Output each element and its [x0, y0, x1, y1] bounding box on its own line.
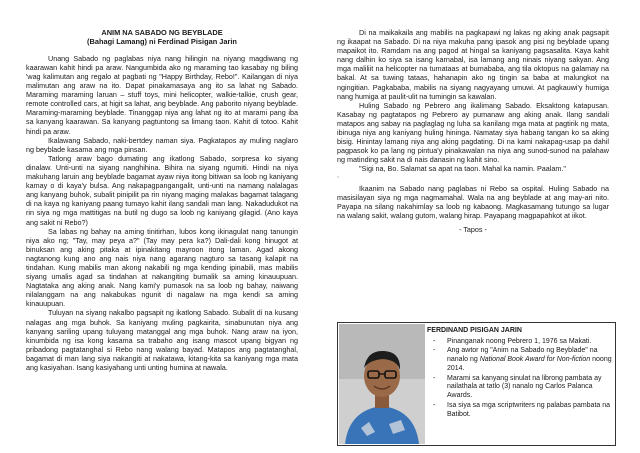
- paragraph: Huling Sabado ng Pebrero ang ikalimang Sabado. Eksaktong katapusan. Kasabay ng pagtatapos ng Pebrero ay pumanaw ang aking anak. Ilang sandali matapos ang sabay na paglaglag ng luha sa kanilang mga mata at pagtirik ng mata, ibinuga niya ang kaniyang huling hininga. Namatay siya habang tangan ko sa aking bisig. Hinintay lamang niya ang aking pagdating. Di na kami nakapag-usap pa dahil pagpasok ko pa lang ng pintua'y pinakawalan na niya ang sunod-sunod na palahaw ng matinding sakit na di nais danasin ng kahit sino.: [337, 100, 609, 165]
- section-mark: `: [337, 176, 340, 184]
- story-ending: - Tapos -: [459, 224, 487, 234]
- paragraph: Ikaanim na Sabado nang paglabas ni Rebo sa ospital. Huling Sabado na masisilayan siya ng mga nagmamahal. Wala na ang beyblade at ang may-ari nito. Payapa na silang nakahimlay sa loob ng kabaong. Magkasamang tutungo sa lugar na walang sakit, walang gutom, walang hirap. Payapang magpapahkot at iikot.: [337, 183, 609, 220]
- bio-item: - Pinanganak noong Pebrero 1, 1976 sa Makati.: [427, 338, 613, 347]
- bio-item: - Ang awtor ng "Anim na Sabado ng Beyblade" na nanalo ng National Book Award for Non-fiction noong 2014.: [427, 347, 613, 374]
- author-name: FERDINAND PISIGAN JARIN: [427, 327, 522, 334]
- author-photo: [339, 324, 425, 444]
- award-name: National Book Award for Non-fiction: [479, 356, 591, 364]
- author-bio-text: [427, 327, 613, 420]
- quote-paragraph: "Sigi na, Bo. Salamat sa apat na taon. Mahal ka namin. Paalam.": [359, 164, 566, 174]
- paragraph: Sa labas ng bahay na aming tinitirhan, lubos kong ikinagulat nang tanungin niya ako ng; "Tay, may peya a?" (Tay may pera ka?) Dali-dali kong hinugot at binuksan ang aking pitaka at ipinakitang mayroon itong laman. Agad akong nagtanong kung ano ang nais niya nang agarang nagturo sa tasang kalapit na tindahan. Kung mabilis man akong nakabili ng mga kending ipinabili, mas mabilis siyang umalis agad sa tindahan at nakangiting bumalik sa aming kinauupuan. Nagtataka ang aking anak. Nang kami'y pumasok na sa loob ng bahay, naiwang nilalanggam na ang nakabukas ngunit di nagalaw na mga kendi sa aming kinauupuan.: [26, 226, 298, 309]
- author-bio-box: [337, 322, 616, 446]
- paragraph: Unang Sabado ng paglabas niya nang hilingin na niyang magdiwang ng kaarawan kahit hindi pa araw. Nangumbida ako ng maraming tao kasabay ng biling 'wag kalimutan ang regalo at pagbati ng "Happy Birthday, Rebo!". Kailangan di niya malimutan ang araw na ito. Dapat pinakamasaya ang ito sa lahat ng Sabado. Maraming maraming laruan – stuff toys, mini helicopter, walkie-talkie, crush gear, remote controlled cars, at higit sa lahat, ang beyblade. Ang paborito niyang beyblade. Maraming-maraming beyblade. Tinanggap niya ang lahat ng ito at marami pang iba sa kanyang kaarawan. Sa kanyang pagtuntong sa limang taon. Kahit di totoo. Kahit hindi pa araw.: [26, 53, 298, 136]
- paragraph: Tatlong araw bago dumating ang ikatlong Sabado, sorpresa ko siyang dinalaw. Unti-unti na siyang nanghihina. Bihira na siyang ngumiti. Hindi na niya makuhang laruin ang beyblade bagamat ayaw niya itong bitiwan sa loob ng kaniyang kamay o di kaya'y bulsa. Ang nakapagpangangalit, unti-unti na namang nalalagas ang kanyang buhok, subalit pinipilit pa rin niyang maging malakas bagamat talagang di na kaya ng kaniyang paang tumayo kahit ilang sandali man lang. Nakadudukot na rin siya ng mga mattitigas na butil ng dugo sa loob ng kaniyang gilagid. (Ano kaya ang sakit ni Rebo?): [26, 153, 298, 227]
- bio-item: - Marami sa kanyang sinulat na librong pambata ay nailathala at tatlo (3) nanalo ng Carlos Palanca Awards.: [427, 375, 613, 402]
- author-bio-list: [427, 338, 613, 420]
- story-title: ANIM NA SABADO NG BEYBLADE: [101, 28, 223, 37]
- bio-item: - Isa siya sa mga scriptwriters ng palabas pambata na Batibot.: [427, 402, 613, 420]
- paragraph: Di na maikakaila ang mabilis na pagkapawi ng lakas ng aking anak pagsapit ng ikaapat na Sabado. Di na niya makuha pang ipasok ang pisi ng beyblade upang mapaikot ito. Ramdam na ang pagod at hingal sa kaniyang pagsasalita. Kaya kahit nang dalhin ko siya sa isang karnabal, isa lamang ang ninais niyang sakyan. Ang mga maliliit na helicopter na tumataas at bumababa, ang tila oktopus na galamay na bakal. At sa tuwing tataas, hahanapin ako ng tingin sa baba at malungkot na ngingitian. Pagkababa, mabilis na siyang nagyayang umuwi. At pagkauwi'y humiga nang humiga at paulit-ulit na tumingin sa kawalan.: [337, 28, 609, 101]
- right-column: [337, 28, 609, 234]
- author-portrait-image: [339, 324, 425, 444]
- paragraph: Tuluyan na siyang nakalbo pagsapit ng ikatlong Sabado. Subalit di na kusang nalagas ang mga buhok. Sa kaniyang muling pagkairita, sinabunutan niya ang kanyang sariling upang tuluyang matanggal ang mga buhok. Nang araw na iyon, kinumbida ng isa kong kasama sa trabaho ang isang mascot upang bigyan ng pribadong pagtatanghal si Rebo nang walang bayad. Matapos ang pagtatanghal, bagamat di man lang siya nakangiti at nakatawa, kitang-kita sa kaniyang mga mata ang kasiyahan. Isang kasiyahang unti unting humina at nawala.: [26, 308, 298, 372]
- paragraph: Ikalawang Sabado, naki-bertdey naman siya. Pagkatapos ay muling naglaro ng beyblade kasama ang mga pinsan.: [26, 135, 298, 154]
- story-subtitle: (Bahagi Lamang) ni Ferdinad Pisigan Jarin: [87, 37, 237, 47]
- left-column: [26, 28, 298, 372]
